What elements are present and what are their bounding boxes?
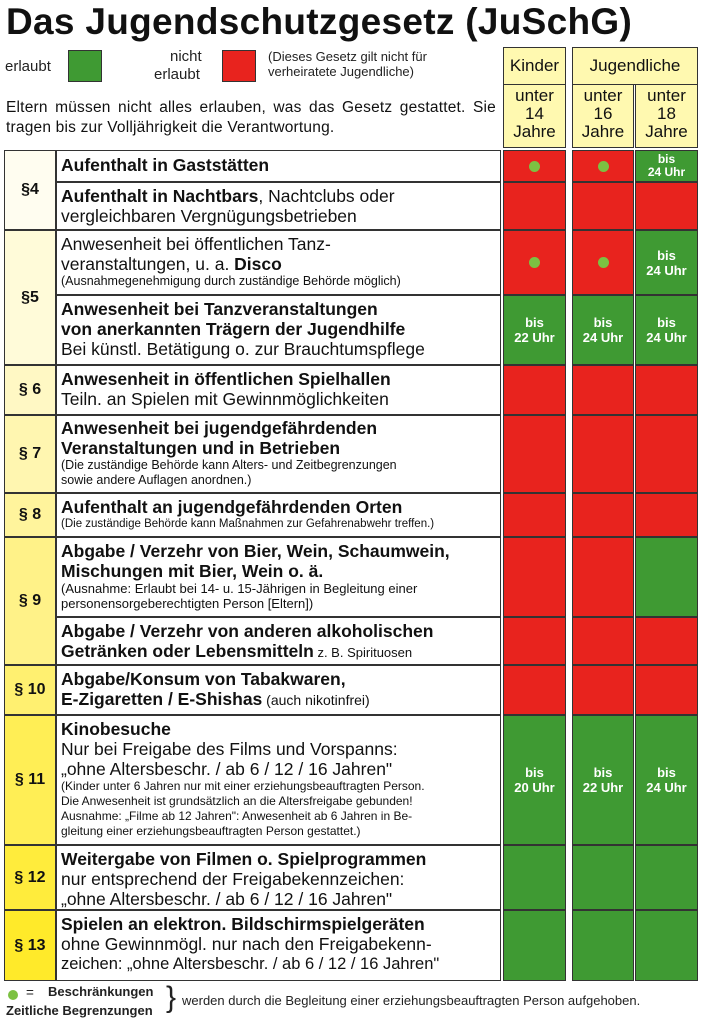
cell-r3-c1	[503, 230, 566, 295]
cell-r6-c1	[503, 415, 566, 493]
row-filme-spielprogramme	[56, 845, 501, 910]
cell-r11-c2-time: 22 Uhr	[582, 780, 624, 795]
row10-line2	[61, 689, 496, 710]
footer-label-1: Beschränkungen	[48, 984, 154, 999]
legend-note-line-2: verheiratete Jugendliche)	[268, 64, 414, 79]
row-tanzveranstaltungen	[56, 230, 501, 295]
footer-label-2: Zeitliche Begrenzungen	[6, 1003, 153, 1018]
cell-r4-c3-bis: bis	[657, 315, 676, 330]
cell-r11-c3-bis: bis	[657, 765, 676, 780]
section-label-13: § 13	[4, 910, 56, 981]
cell-r11-c3	[635, 715, 698, 845]
cell-r4-c2	[572, 295, 634, 365]
row5-line2: Teiln. an Spielen mit Gewinnmöglichkeiten	[61, 389, 389, 409]
row-jugendgefaehrdende-orte	[56, 493, 501, 537]
row13-title: Spielen an elektron. Bildschirmspielgeräten	[61, 914, 425, 934]
cell-r11-c1-bis: bis	[525, 765, 544, 780]
cell-r10-c2	[572, 665, 634, 715]
row13-line3: zeichen: „ohne Altersbeschr. / ab 6 / 12 / 16 Jahren"	[61, 955, 440, 973]
page-title: Das Jugendschutzgesetz (JuSchG)	[6, 1, 633, 42]
row7-title: Aufenthalt an jugendgefährdenden Orten	[61, 497, 403, 517]
cell-r8-c2	[572, 537, 634, 617]
row8-small2: personensorgeberechtigten Person [Eltern])	[61, 596, 314, 611]
cell-r4-c1	[503, 295, 566, 365]
footer-text: werden durch die Begleitung einer erziehungsbeauftragten Person aufgehoben.	[182, 993, 641, 1008]
header-col3-line2: 18	[657, 104, 676, 123]
header-col1-line1: unter	[515, 86, 554, 105]
restriction-dot-icon	[598, 161, 609, 172]
cell-r2-c2	[572, 182, 634, 230]
cell-r8-c1	[503, 537, 566, 617]
cell-r9-c1	[503, 617, 566, 665]
row5-title: Anwesenheit in öffentlichen Spielhallen	[61, 369, 391, 389]
section-label-9: § 9	[4, 537, 56, 665]
cell-r4-c2-bis: bis	[593, 315, 613, 330]
row3-line1: Anwesenheit bei öffentlichen Tanz-	[61, 234, 331, 254]
cell-r7-c2	[572, 493, 634, 537]
row6-line2: Veranstaltungen und in Betrieben	[61, 438, 341, 458]
cell-r4-c3	[635, 295, 698, 365]
section-label-11: § 11	[4, 715, 56, 845]
row2-title-rest: , Nachtclubs oder	[258, 186, 395, 206]
cell-r9-c2	[572, 617, 634, 665]
cell-r12-c3	[635, 845, 698, 910]
header-col1-line3: Jahre	[513, 122, 556, 141]
cell-r11-c3-time: 24 Uhr	[646, 780, 687, 795]
row12-title: Weitergabe von Filmen o. Spielprogrammen	[61, 849, 427, 869]
cell-r3-c2	[572, 230, 634, 295]
section-label-8: § 8	[4, 493, 56, 537]
cell-r3-c3-bis: bis	[657, 247, 676, 263]
row11-small3: Ausnahme: „Filme ab 12 Jahren": Anwesenheit ab 6 Jahren in Be-	[61, 809, 413, 823]
row3-line2	[61, 254, 496, 274]
section-label-7: § 7	[4, 415, 56, 493]
cell-r11-c1	[503, 715, 566, 845]
row11-small2: Die Anwesenheit ist grundsätzlich an die Altersfreigabe gebunden!	[61, 794, 413, 808]
row-jugendhilfe	[56, 295, 501, 365]
row10-tail: (auch nikotinfrei)	[262, 692, 370, 708]
row2-title: Aufenthalt in Nachtbars	[61, 186, 259, 206]
row9-tail: z. B. Spirituosen	[313, 645, 413, 660]
section-label-10: § 10	[4, 665, 56, 715]
cell-r7-c3	[635, 493, 698, 537]
restriction-dot-icon	[529, 257, 540, 268]
row9-line2-bold: Getränken oder Lebensmitteln	[61, 641, 314, 661]
cell-r5-c3	[635, 365, 698, 415]
header-col1-line2: 14	[525, 104, 544, 123]
legend-not-allowed-label-2: erlaubt	[154, 66, 200, 83]
section-label-4: §4	[4, 150, 56, 230]
row-bier-wein	[56, 537, 501, 617]
section-label-5: §5	[4, 230, 56, 365]
row11-small1: (Kinder unter 6 Jahren nur mit einer erziehungsbeauftragten Person.	[61, 779, 425, 793]
row-jugendgefaehrdende-veranstaltungen	[56, 415, 501, 493]
row11-small4: gleitung einer erziehungsbeauftragten Person gestattet.)	[61, 824, 361, 838]
intro-text: Eltern müssen nicht alles erlauben, was das Gesetz gestattet. Sie tragen bis zur Volljährigkeit die Verantwortung.	[6, 99, 496, 136]
row4-line2: von anerkannten Trägern der Jugendhilfe	[61, 319, 406, 339]
header-col2-line3: Jahre	[581, 122, 625, 141]
header-col3-line3: Jahre	[645, 122, 688, 141]
header-col-kinder-14	[503, 84, 566, 148]
row2-line1	[61, 186, 496, 206]
row9-line1: Abgabe / Verzehr von anderen alkoholischen	[61, 621, 434, 641]
legend-allowed-swatch	[68, 50, 102, 82]
header-col2-line2: 16	[593, 104, 613, 123]
row-nachtbars	[56, 182, 501, 230]
row11-line3: „ohne Altersbeschr. / ab 6 / 12 / 16 Jahren"	[61, 759, 393, 779]
cell-r11-c2-bis: bis	[593, 765, 613, 780]
row13-line2: ohne Gewinnmögl. nur nach den Freigabekenn-	[61, 934, 432, 954]
row6-line1: Anwesenheit bei jugendgefährdenden	[61, 418, 378, 438]
legend-note-line-1: (Dieses Gesetz gilt nicht für	[268, 49, 427, 64]
cell-r4-c3-time: 24 Uhr	[646, 330, 687, 345]
row-gaststaetten	[56, 150, 501, 182]
row11-line2: Nur bei Freigabe des Films und Vorspanns:	[61, 739, 398, 759]
cell-r1-c3	[635, 150, 698, 182]
row12-line2: nur entsprechend der Freigabekennzeichen:	[61, 869, 405, 889]
row6-small1: (Die zuständige Behörde kann Alters- und Zeitbegrenzungen	[61, 458, 397, 472]
row4-line1: Anwesenheit bei Tanzveranstaltungen	[61, 299, 378, 319]
row4-line3: Bei künstl. Betätigung o. zur Brauchtumspflege	[61, 339, 425, 359]
row8-small1: (Ausnahme: Erlaubt bei 14- u. 15-Jährigen in Begleitung einer	[61, 581, 418, 596]
cell-r5-c2	[572, 365, 634, 415]
row-bildschirmspielgeraete	[56, 910, 501, 981]
cell-r10-c3	[635, 665, 698, 715]
header-col-jugend-18	[635, 84, 698, 148]
cell-r6-c3	[635, 415, 698, 493]
section-label-12: § 12	[4, 845, 56, 910]
row3-disco: Disco	[234, 254, 282, 274]
header-kinder: Kinder	[503, 47, 566, 85]
row10-line2-bold: E-Zigaretten / E-Shishas	[61, 689, 263, 709]
row1-title: Aufenthalt in Gaststätten	[61, 155, 270, 175]
cell-r8-c3	[635, 537, 698, 617]
header-col-jugend-16	[572, 84, 634, 148]
restriction-dot-icon	[598, 257, 609, 268]
row11-title: Kinobesuche	[61, 719, 171, 739]
row3-small: (Ausnahmegenehmigung durch zuständige Behörde möglich)	[61, 274, 401, 288]
cell-r5-c1	[503, 365, 566, 415]
cell-r1-c2	[572, 150, 634, 182]
row-alkoholische-getraenke	[56, 617, 501, 665]
cell-r2-c3	[635, 182, 698, 230]
cell-r1-c3-bis: bis	[657, 152, 676, 166]
footer-brace: }	[166, 981, 177, 1014]
cell-r12-c1	[503, 845, 566, 910]
cell-r11-c1-time: 20 Uhr	[514, 780, 555, 795]
cell-r13-c1	[503, 910, 566, 981]
footer-dot-icon	[8, 990, 18, 1000]
cell-r4-c1-bis: bis	[525, 315, 544, 330]
row12-line3: „ohne Altersbeschr. / ab 6 / 12 / 16 Jahren"	[61, 889, 393, 909]
row6-small2: sowie andere Auflagen anordnen.)	[61, 473, 252, 487]
legend-note	[268, 49, 498, 79]
header-col2-line1: unter	[583, 86, 623, 105]
cell-r2-c1	[503, 182, 566, 230]
row3-line2a: veranstaltungen, u. a.	[61, 254, 235, 274]
header-col3-line1: unter	[647, 86, 686, 105]
cell-r1-c3-time: 24 Uhr	[647, 165, 686, 179]
cell-r6-c2	[572, 415, 634, 493]
cell-r11-c2	[572, 715, 634, 845]
row-tabakwaren	[56, 665, 501, 715]
cell-r13-c2	[572, 910, 634, 981]
header-jugendliche: Jugendliche	[572, 47, 698, 85]
cell-r3-c3	[635, 230, 698, 295]
legend-not-allowed-label-1: nicht	[170, 48, 202, 65]
row8-line2: Mischungen mit Bier, Wein o. ä.	[61, 561, 324, 581]
cell-r4-c2-time: 24 Uhr	[582, 330, 624, 345]
row2-line2: vergleichbaren Vergnügungsbetrieben	[61, 206, 357, 226]
row10-line1: Abgabe/Konsum von Tabakwaren,	[61, 669, 346, 689]
cell-r3-c3-time: 24 Uhr	[646, 262, 687, 278]
row8-line1: Abgabe / Verzehr von Bier, Wein, Schaumwein,	[61, 541, 450, 561]
row-kinobesuche	[56, 715, 501, 845]
cell-r9-c3	[635, 617, 698, 665]
cell-r1-c1	[503, 150, 566, 182]
legend-not-allowed-swatch	[222, 50, 256, 82]
restriction-dot-icon	[529, 161, 540, 172]
footer-equals: =	[26, 985, 34, 1000]
section-label-6: § 6	[4, 365, 56, 415]
legend-allowed-label: erlaubt	[5, 58, 51, 75]
cell-r12-c2	[572, 845, 634, 910]
cell-r7-c1	[503, 493, 566, 537]
cell-r13-c3	[635, 910, 698, 981]
cell-r10-c1	[503, 665, 566, 715]
row7-small: (Die zuständige Behörde kann Maßnahmen zur Gefahrenabwehr treffen.)	[61, 518, 435, 530]
cell-r4-c1-time: 22 Uhr	[514, 330, 555, 345]
row-spielhallen	[56, 365, 501, 415]
row9-line2	[61, 641, 496, 663]
